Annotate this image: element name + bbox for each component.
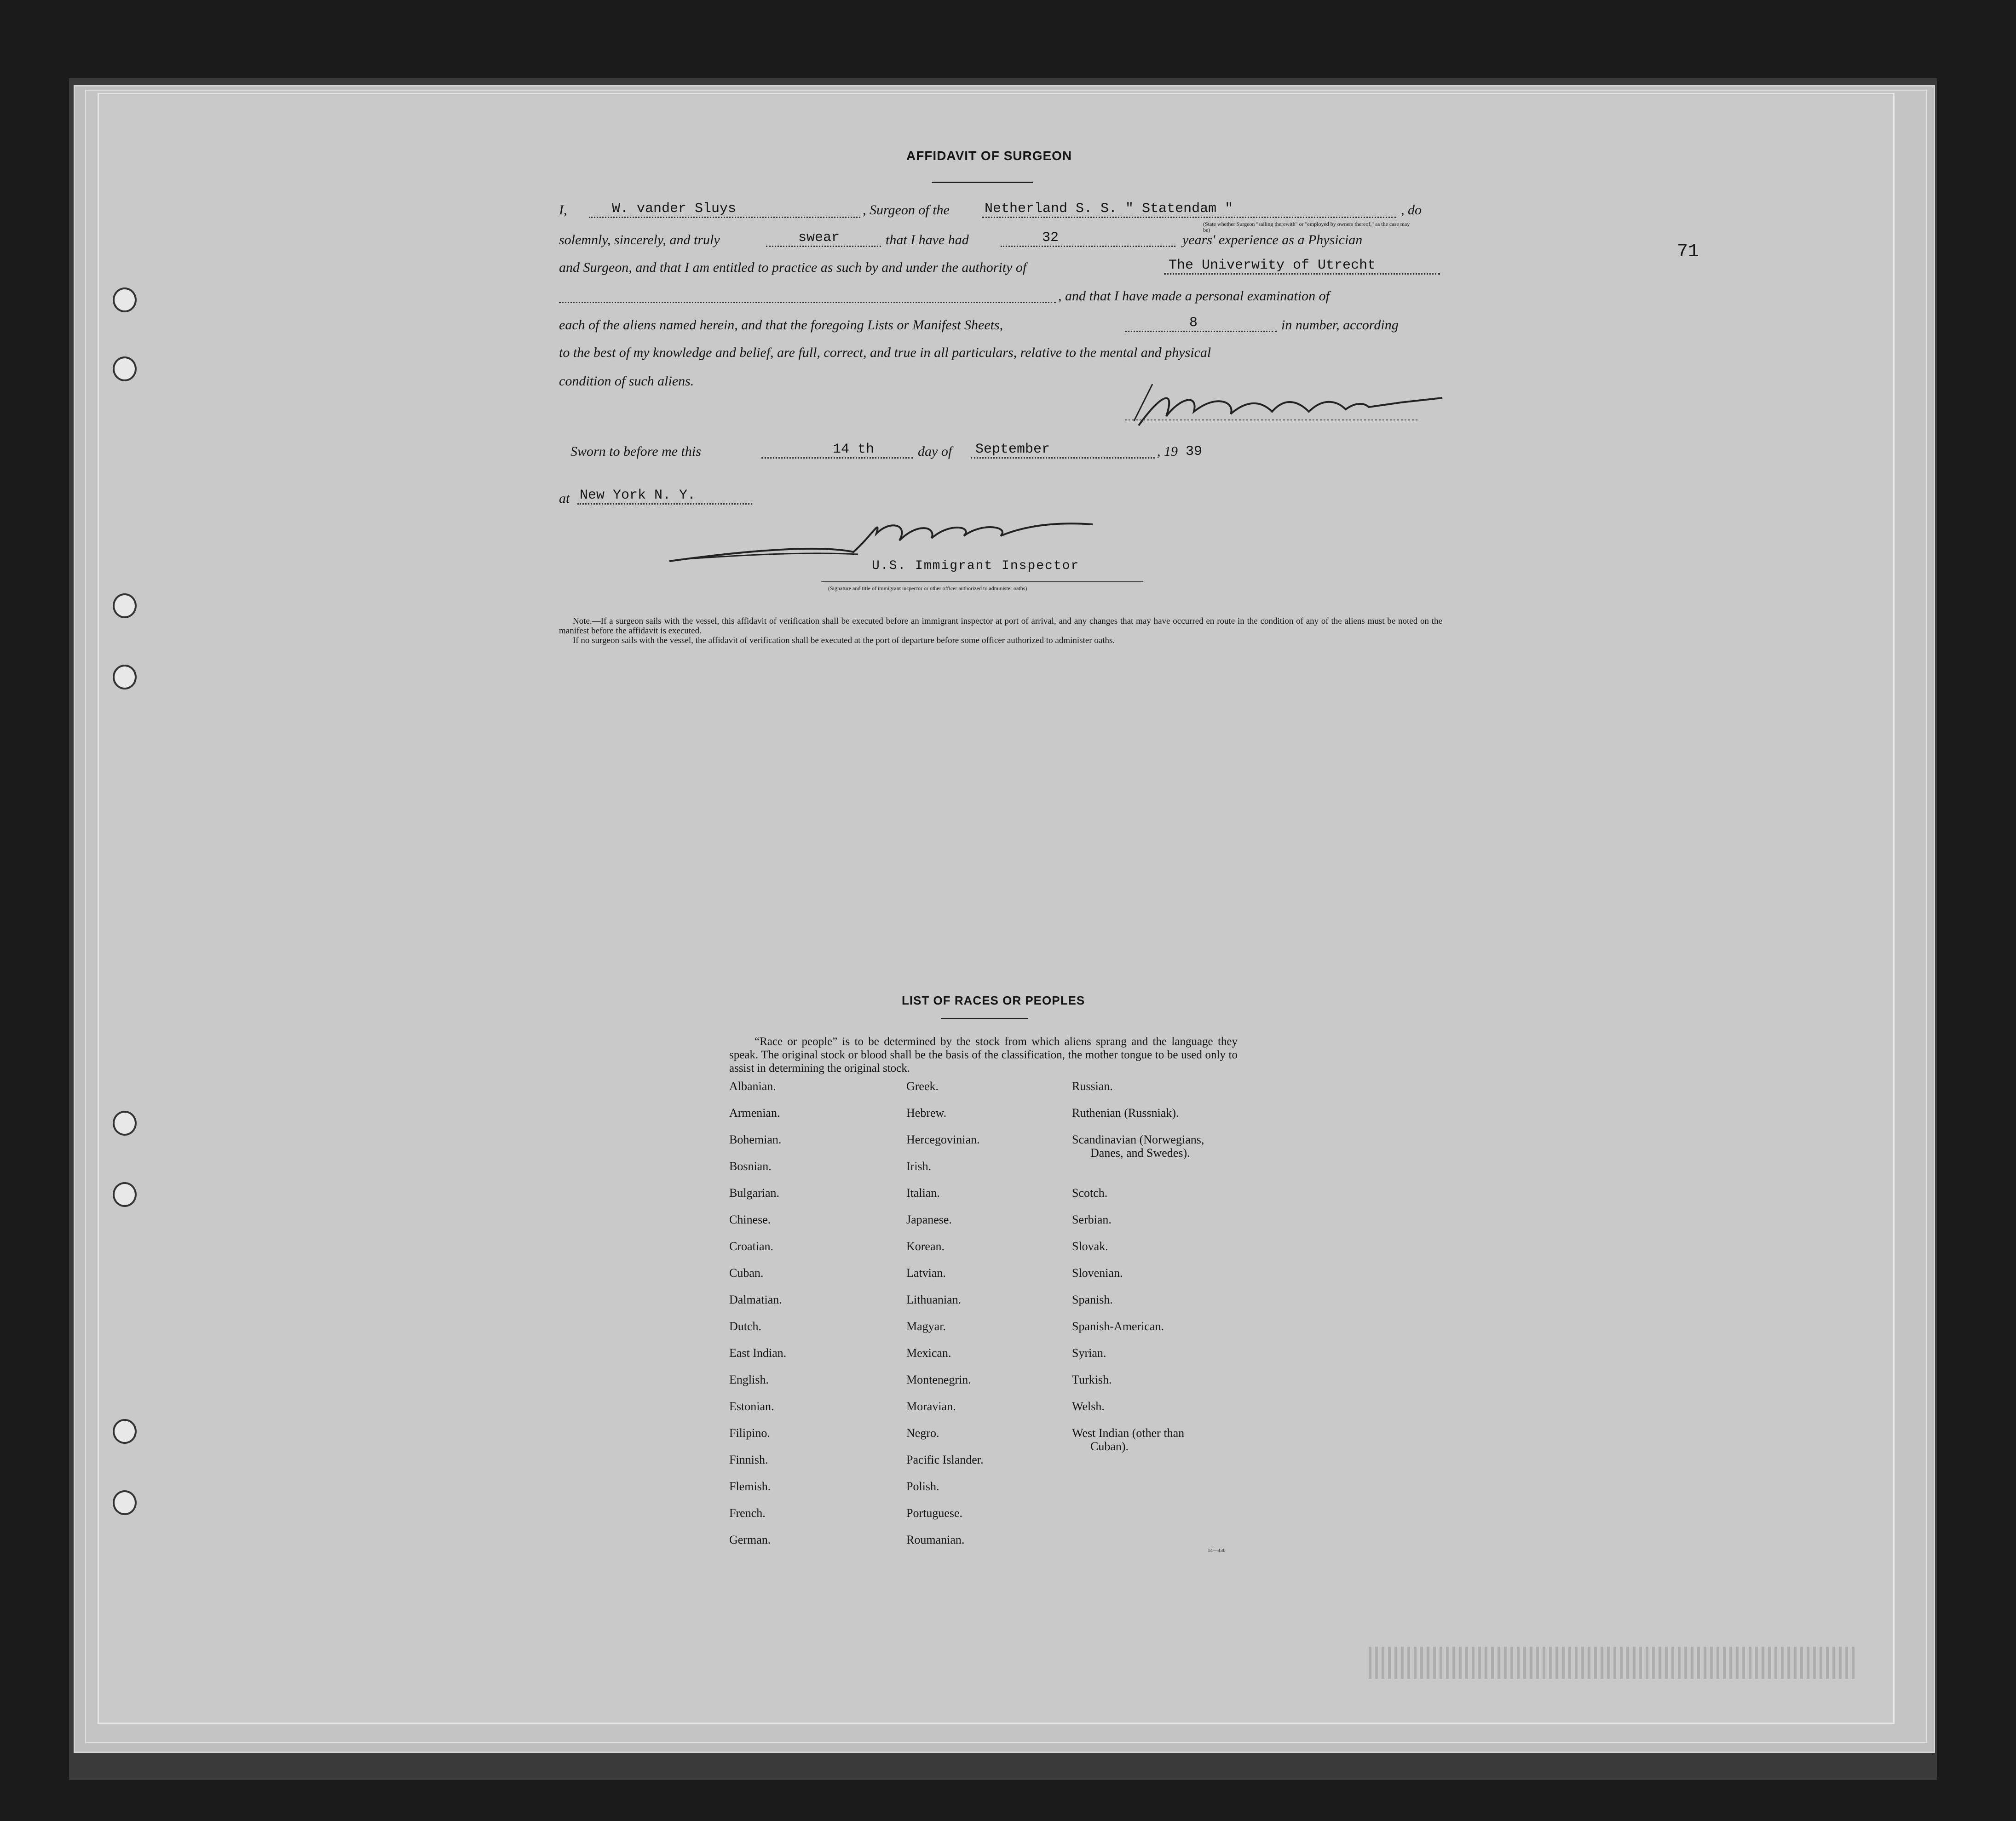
race-item: Syrian. — [1072, 1346, 1106, 1360]
surgeon-signature — [1125, 375, 1447, 435]
affidavit-text: , Surgeon of the — [863, 202, 950, 218]
vessel-field — [982, 201, 1396, 218]
document-page — [99, 94, 1893, 1723]
race-item: Filipino. — [729, 1426, 770, 1440]
race-item: Albanian. — [729, 1080, 776, 1093]
affidavit-text: condition of such aliens. — [559, 373, 694, 389]
races-intro: “Race or people” is to be determined by the stock from which aliens sprang and the language they speak. The original stock or blood shall be the basis of the classification, the mother tongue to be used only to assist in determining the original stock. — [729, 1035, 1238, 1074]
race-item: Roumanian. — [906, 1533, 965, 1546]
race-item: English. — [729, 1373, 769, 1386]
race-item: Danes, and Swedes). — [1090, 1146, 1190, 1160]
race-item: Armenian. — [729, 1106, 780, 1120]
place-field — [577, 488, 752, 505]
race-item: Negro. — [906, 1426, 939, 1440]
surgeon-name: W. vander Sluys — [612, 201, 737, 217]
year-suffix: 39 — [1186, 444, 1203, 460]
title-underline — [932, 182, 1033, 183]
race-item: West Indian (other than — [1072, 1426, 1185, 1440]
affidavit-note-2: If no surgeon sails with the vessel, the affidavit of verification shall be executed at the port of departure before some officer authorized to administer oaths. — [573, 636, 1115, 645]
race-item: Bulgarian. — [729, 1186, 780, 1200]
race-item: Dalmatian. — [729, 1293, 782, 1306]
surgeon-name-field — [589, 201, 860, 218]
authority-field-line2 — [559, 286, 1056, 303]
inspector-title: U.S. Immigrant Inspector — [872, 559, 1080, 573]
binder-hole-icon — [113, 1490, 137, 1515]
month-value: September — [975, 442, 1050, 457]
month-field — [971, 442, 1155, 459]
affidavit-text: each of the aliens named herein, and that the foregoing Lists or Manifest Sheets, — [559, 317, 1003, 333]
affidavit-text: and Surgeon, and that I am entitled to practice as such by and under the authority of — [559, 260, 1027, 275]
binder-hole-icon — [113, 1111, 137, 1136]
affidavit-text: , do — [1401, 202, 1422, 218]
race-item: Hebrew. — [906, 1106, 947, 1120]
binder-hole-icon — [113, 1182, 137, 1207]
race-item: Croatian. — [729, 1240, 774, 1253]
form-code: 14—436 — [1208, 1548, 1226, 1553]
race-item: Irish. — [906, 1160, 932, 1173]
race-item: Korean. — [906, 1240, 945, 1253]
race-item: Latvian. — [906, 1266, 946, 1280]
day-field — [761, 442, 913, 459]
race-item: Scandinavian (Norwegians, — [1072, 1133, 1204, 1146]
authority-value: The Univerwity of Utrecht — [1169, 258, 1376, 273]
affidavit-note: Note.—If a surgeon sails with the vessel, this affidavit of verification shall be executed before an immigrant inspector at port of arrival, and any changes that may have occurred en route in the condition of any of the aliens must be noted on the manifest before the affidavit is executed. — [559, 616, 1442, 636]
affidavit-text: solemnly, sincerely, and truly — [559, 232, 720, 247]
race-item: Welsh. — [1072, 1400, 1105, 1413]
race-item: Greek. — [906, 1080, 939, 1093]
race-item: Spanish-American. — [1072, 1320, 1164, 1333]
race-item: Slovak. — [1072, 1240, 1108, 1253]
race-item: Slovenian. — [1072, 1266, 1123, 1280]
race-item: Hercegovinian. — [906, 1133, 980, 1146]
page-number: 71 — [1677, 241, 1699, 262]
race-item: Spanish. — [1072, 1293, 1113, 1306]
race-item: Magyar. — [906, 1320, 946, 1333]
binder-hole-icon — [113, 356, 137, 381]
race-item: Cuban). — [1090, 1440, 1129, 1453]
binder-hole-icon — [113, 1419, 137, 1444]
race-item: Dutch. — [729, 1320, 762, 1333]
race-item: Turkish. — [1072, 1373, 1112, 1386]
oath-field — [766, 230, 881, 247]
place-value: New York N. Y. — [580, 488, 696, 503]
vessel-name: Netherland S. S. " Statendam " — [985, 201, 1233, 217]
vessel-note: (State whether Surgeon "sailing therewith" or "employed by owners thereof," as the case may be) — [1203, 221, 1410, 233]
binder-hole-icon — [113, 593, 137, 618]
race-item: Ruthenian (Russniak). — [1072, 1106, 1179, 1120]
race-item: Russian. — [1072, 1080, 1113, 1093]
ink-smudge — [1369, 1647, 1856, 1679]
signature-caption: (Signature and title of immigrant inspector or other officer authorized to administer oaths) — [828, 585, 1027, 592]
sheets-value: 8 — [1189, 315, 1198, 331]
race-item: Chinese. — [729, 1213, 771, 1226]
race-item: Pacific Islander. — [906, 1453, 984, 1466]
binder-hole-icon — [113, 665, 137, 689]
affidavit-text: that I have had — [886, 232, 969, 247]
authority-field — [1164, 258, 1440, 275]
race-item: German. — [729, 1533, 771, 1546]
races-title-underline — [941, 1018, 1028, 1019]
years-value: 32 — [1042, 230, 1059, 246]
race-item: Polish. — [906, 1480, 939, 1493]
affidavit-text: Sworn to before me this — [570, 444, 701, 459]
race-item: East Indian. — [729, 1346, 787, 1360]
race-item: Mexican. — [906, 1346, 951, 1360]
race-item: Finnish. — [729, 1453, 768, 1466]
oath-word: swear — [798, 230, 840, 246]
race-item: Flemish. — [729, 1480, 771, 1493]
affidavit-text: I, — [559, 202, 567, 218]
race-item: Moravian. — [906, 1400, 956, 1413]
signature-line — [821, 581, 1143, 582]
sheets-field — [1125, 315, 1277, 332]
affidavit-text: years' experience as a Physician — [1182, 232, 1363, 247]
affidavit-text: , 19 — [1157, 444, 1178, 459]
race-item: Montenegrin. — [906, 1373, 971, 1386]
affidavit-text: , and that I have made a personal examination of — [1058, 288, 1330, 304]
race-item: Cuban. — [729, 1266, 764, 1280]
race-item: Portuguese. — [906, 1506, 963, 1520]
race-item: Estonian. — [729, 1400, 774, 1413]
race-item: Serbian. — [1072, 1213, 1112, 1226]
races-title: LIST OF RACES OR PEOPLES — [902, 994, 1085, 1007]
affidavit-text: in number, according — [1281, 317, 1399, 333]
affidavit-text: to the best of my knowledge and belief, are full, correct, and true in all particulars, relative to the mental and physical — [559, 345, 1211, 360]
race-item: Bosnian. — [729, 1160, 772, 1173]
affidavit-text: day of — [918, 444, 952, 459]
years-field — [1001, 230, 1175, 247]
affidavit-text: at — [559, 491, 570, 506]
race-item: Japanese. — [906, 1213, 952, 1226]
race-item: Bohemian. — [729, 1133, 782, 1146]
race-item: Lithuanian. — [906, 1293, 962, 1306]
race-item: Italian. — [906, 1186, 940, 1200]
race-item: French. — [729, 1506, 766, 1520]
binder-hole-icon — [113, 287, 137, 312]
race-item: Scotch. — [1072, 1186, 1108, 1200]
affidavit-title: AFFIDAVIT OF SURGEON — [906, 149, 1072, 163]
day-value: 14 th — [833, 442, 875, 457]
